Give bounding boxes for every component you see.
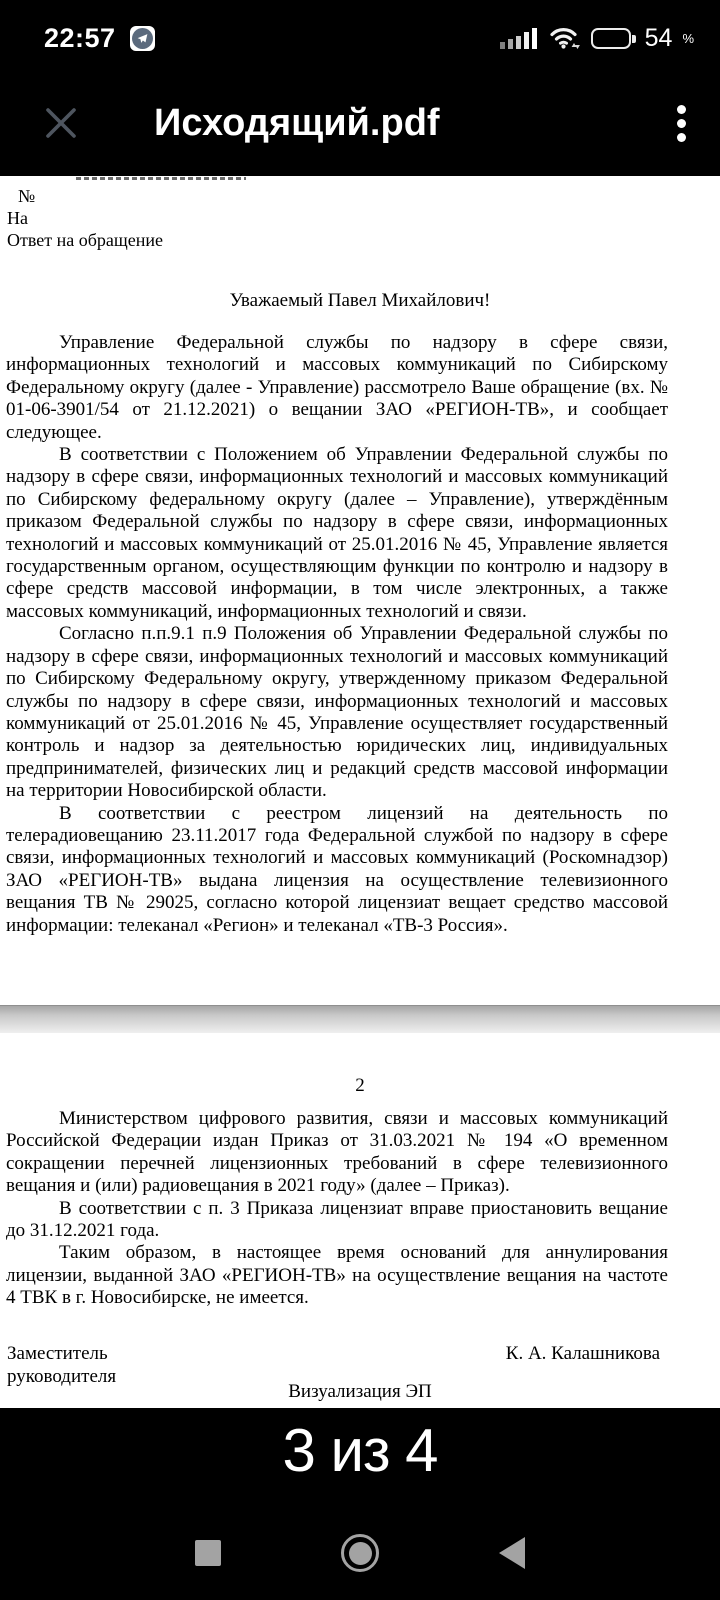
paragraph: В соответствии с п. 3 Приказа лицензиат вправе приостановить вещание до 31.12.2021 года. [6,1197,668,1242]
clock: 22:57 [44,22,116,53]
android-nav-bar [0,1534,720,1572]
paragraph: Управление Федеральной службы по надзору в сфере связи, информационных технологий и массовых коммуникаций по Сибирскому Федеральному округу (далее - Управление) рассмотрело Ваше обращение (вх. № 01-06-3901/54 от 21.12.2021) о вещании ЗАО «РЕГИОН-ТВ», и сообщает следующее. [6,332,668,443]
page-separator [0,1005,720,1033]
na-label: На [7,208,28,228]
signature-position: Заместитель руководителя [7,1342,117,1387]
cropped-letterhead-line [76,177,246,180]
subject-line: Ответ на обращение [7,230,163,250]
page-indicator: 3 из 4 [282,1417,438,1484]
battery-icon [591,28,631,49]
salutation: Уважаемый Павел Михайлович! [229,290,491,311]
status-bar-right [500,24,694,53]
recents-square-icon[interactable] [195,1540,221,1566]
signal-icon [500,28,540,49]
pdf-page-1 [0,176,720,1005]
battery-tip [632,35,636,43]
bottom-overlay [0,1408,720,1600]
home-circle-icon[interactable] [341,1534,379,1572]
letter-body-page1 [0,332,720,937]
back-triangle-icon[interactable] [499,1537,525,1569]
number-label: № [18,186,36,206]
paragraph: Согласно п.п.9.1 п.9 Положения об Управлении Федеральной службы по надзору в сфере связи, информационных технологий и массовых коммуникаций по Сибирскому Федеральному округу, утвержденному приказом Федеральной службы по надзору в сфере связи, информационных технологий и массовых коммуникаций от 25.01.2016 № 45, Управление осуществляет государственный контроль и надзор за деятельностью юридических лиц, индивидуальных предпринимателей, физических лиц и редакций средств массовой информации на территории Новосибирской области. [6,623,668,802]
battery-percent: 54 [644,23,673,52]
pdf-viewer-header [0,70,720,176]
digital-signature-caption: Визуализация ЭП [288,1380,432,1402]
overflow-menu-icon[interactable] [673,101,690,146]
letter-reference-block [0,176,720,251]
telegram-notification-icon [130,26,155,51]
close-icon[interactable] [44,106,78,140]
status-bar-left [44,23,155,54]
document-title: Исходящий.pdf [154,101,440,144]
paragraph: В соответствии с реестром лицензий на деятельность по телерадиовещанию 23.11.2017 года Федеральной службой по надзору в сфере связи, информационных технологий и массовых коммуникаций (Роскомнадзор) ЗАО «РЕГИОН-ТВ» выдана лицензия на осуществление телевизионного вещания ТВ № 29025, согласно которой лицензиат вещает средство массовой информации: телеканал «Регион» и телеканал «ТВ-3 Россия». [6,802,668,936]
pdf-scroll-area[interactable] [0,176,720,1408]
percent-sign: % [682,30,694,46]
paragraph: В соответствии с Положением об Управлении Федеральной службы по надзору в сфере связи, информационных технологий и массовых коммуникаций по Сибирскому федеральному округу (далее – Управление), утверждённым приказом Федеральной службы по надзору в сфере связи, информационных технологий и массовых коммуникаций от 25.01.2016 № 45, Управление является государственным органом, осуществляющим функции по контролю и надзору в сфере средств массовой информации, в том числе электронных, а также массовых коммуникаций, информационных технологий и связи. [6,444,668,622]
page-number: 2 [355,1075,365,1096]
signature-name: К. А. Калашникова [505,1342,660,1364]
paragraph: Министерством цифрового развития, связи и массовых коммуникаций Российской Федерации издан Приказ от 31.03.2021 № 194 «О временном сокращении перечней лицензионных требований в сфере телевизионного вещания и (или) радиовещания в 2021 году» (далее – Приказ). [6,1108,668,1197]
letter-body-page2 [0,1108,720,1310]
wifi-icon [550,26,581,50]
status-bar [0,0,720,70]
pdf-page-2 [0,1033,720,1408]
paragraph: Таким образом, в настоящее время оснований для аннулирования лицензии, выданной ЗАО «РЕГИОН-ТВ» на осуществление вещания на частоте 4 ТВК в г. Новосибирске, не имеется. [6,1242,668,1309]
